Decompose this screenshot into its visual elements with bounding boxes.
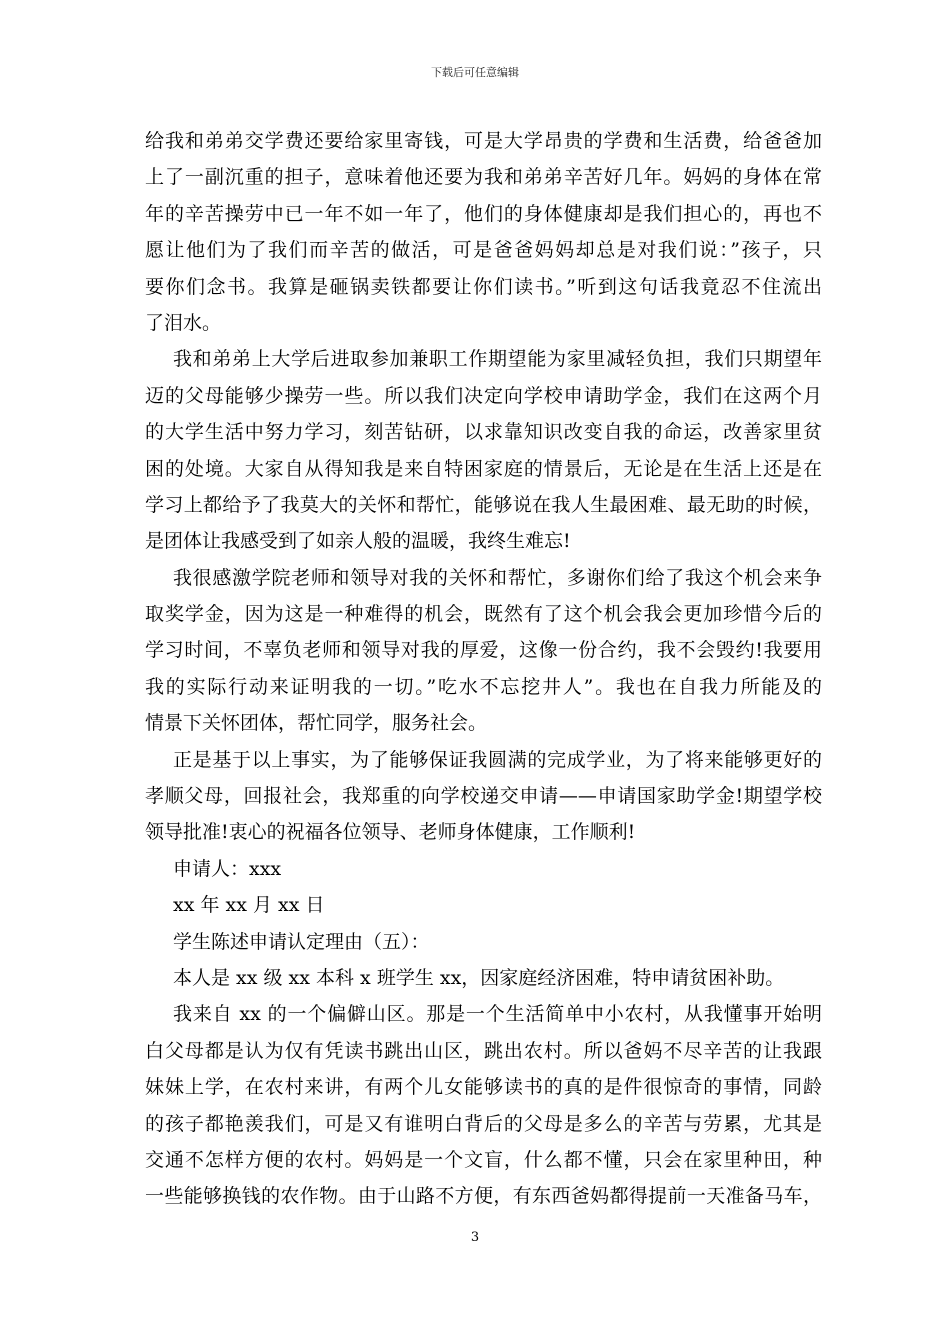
text-line: 白父母都是认为仅有凭读书跳出山区，跳出农村。所以爸妈不尽辛苦的让我跟 — [145, 1039, 822, 1062]
text-line: 的孩子都艳羡我们，可是又有谁明白背后的父母是多么的辛苦与劳累，尤其是 — [145, 1112, 822, 1135]
date-line: xx 年 xx 月 xx 日 — [173, 894, 325, 917]
text-line: 是团体让我感受到了如亲人般的温暖，我终生难忘! — [145, 530, 571, 553]
text-line: 学习时间，不辜负老师和领导对我的厚爱，这像一份合约，我不会毁约!我要用 — [145, 639, 822, 662]
text-line: 我很感激学院老师和领导对我的关怀和帮忙，多谢你们给了我这个机会来争 — [173, 566, 822, 589]
text-line: 困的处境。大家自从得知我是来自特困家庭的情景后，无论是在生活上还是在 — [145, 457, 822, 480]
text-line: 了泪水。 — [145, 311, 222, 334]
text-line: 学习上都给予了我莫大的关怀和帮忙，能够说在我人生最困难、最无助的时候， — [145, 493, 822, 516]
text-line: 妹妹上学，在农村来讲，有两个儿女能够读书的真的是件很惊奇的事情，同龄 — [145, 1076, 822, 1099]
text-line: 一些能够换钱的农作物。由于山路不方便，有东西爸妈都得提前一天准备马车， — [145, 1185, 822, 1208]
text-line: 上了一副沉重的担子，意味着他还要为我和弟弟辛苦好几年。妈妈的身体在常 — [145, 166, 822, 189]
text-line: 情景下关怀团体，帮忙同学，服务社会。 — [145, 712, 488, 735]
text-line: 取奖学金，因为这是一种难得的机会，既然有了这个机会我会更加珍惜今后的 — [145, 603, 822, 626]
document-body — [145, 123, 822, 1215]
text-line: 我来自 xx 的一个偏僻山区。那是一个生活简单中小农村，从我懂事开始明 — [173, 1003, 822, 1026]
text-line: 迈的父母能够少操劳一些。所以我们决定向学校申请助学金，我们在这两个月 — [145, 384, 822, 407]
text-line: 给我和弟弟交学费还要给家里寄钱，可是大学昂贵的学费和生活费，给爸爸加 — [145, 130, 822, 152]
text-line: 我的实际行动来证明我的一切。”吃水不忘挖井人”。我也在自我力所能及的 — [145, 675, 822, 698]
text-line: 年的辛苦操劳中已一年不如一年了，他们的身体健康却是我们担心的，再也不 — [145, 202, 822, 225]
text-line: 正是基于以上事实，为了能够保证我圆满的完成学业，为了将来能够更好的 — [173, 748, 822, 771]
page-header: 下载后可任意编辑 — [431, 66, 519, 79]
text-line: 孝顺父母，回报社会，我郑重的向学校递交申请——申请国家助学金!期望学校 — [145, 785, 822, 808]
applicant-line: 申请人：xxx — [173, 857, 282, 880]
text-line: 领导批准!衷心的祝福各位领导、老师身体健康，工作顺利! — [145, 821, 636, 844]
text-line: 愿让他们为了我们而辛苦的做活，可是爸爸妈妈却总是对我们说：”孩子，只 — [145, 239, 822, 262]
text-line: 要你们念书。我算是砸锅卖铁都要让你们读书。”听到这句话我竟忍不住流出 — [145, 275, 822, 298]
text-line: 的大学生活中努力学习，刻苦钻研，以求靠知识改变自我的命运，改善家里贫 — [145, 421, 822, 444]
section-heading: 学生陈述申请认定理由（五）： — [173, 930, 430, 953]
text-line: 交通不怎样方便的农村。妈妈是一个文盲，什么都不懂，只会在家里种田，种 — [145, 1148, 822, 1171]
text-line: 本人是 xx 级 xx 本科 x 班学生 xx，因家庭经济困难，特申请贫困补助。 — [173, 966, 785, 989]
text-line: 我和弟弟上大学后进取参加兼职工作期望能为家里减轻负担，我们只期望年 — [173, 348, 822, 371]
page-number: 3 — [470, 1230, 480, 1245]
